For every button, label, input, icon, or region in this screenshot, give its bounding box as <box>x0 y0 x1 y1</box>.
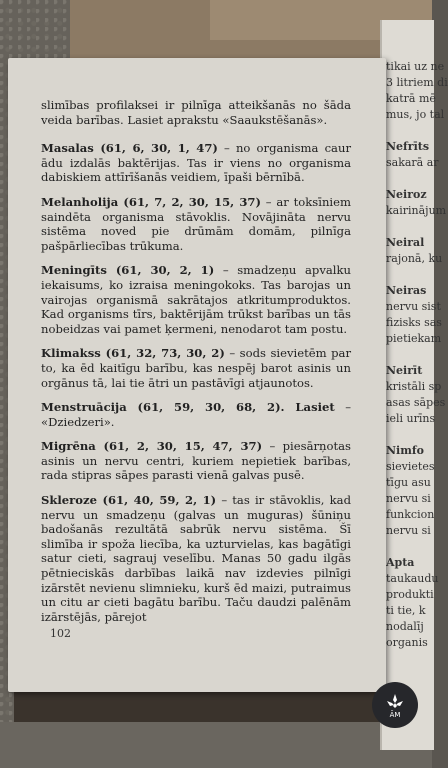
entry-text: – smadzeņu apvalku iekaisums, ko izraisa meningokoks. Tas barojas un vairojas organismā sakrātajos atkritumproduktos. Kad organisms tīrs, baktērijām trūkst barības un tās nobeidzas vai pamet ķermeni, nenodarot tam postu. <box>41 263 352 336</box>
right-page-line: sievietes <box>386 460 435 473</box>
entry-text: – ar toksīniem saindēta organisma stāvoklis. Novājināta nervu sistēma noved pie drūmām domām, pilnīga pašpārliecības trūkuma. <box>41 194 351 253</box>
dictionary-entry <box>41 439 351 483</box>
right-page-line: ieli urīns <box>386 412 436 425</box>
floor <box>0 722 432 768</box>
right-page-line: Neiroz <box>386 188 427 201</box>
right-page-line <box>386 428 446 442</box>
right-page-line: asas sāpes <box>386 396 446 409</box>
right-page-line: nodalīj <box>386 620 424 633</box>
watermark-logo <box>372 682 418 728</box>
entry-term: Klimakss (61, 32, 73, 30, 2) <box>41 346 225 361</box>
right-page-line: rajonā, ku <box>386 252 443 265</box>
entry-text: – tas ir stāvoklis, kad nervu un smadzeņu (galvas un muguras) šūniņu badošanās rezultātā sabrūk nervu sistēma. Šī slimība ir spoža liecība, ka uzturvielas, kas bagātīgi satur cieti, sagrauj veselību. Manas 50 gadu ilgās pētnieciskās darbības laikā nav izdevies pilnīgi izārstēt nevienu slimnieku, kurš ēd maizi, putraimus un citu ar cieti bagātu barību. Taču daudzi palēnām izārstējās, pārejot <box>41 493 351 624</box>
entry-text: – no organisma caur ādu izdalās baktērijas. Tas ir viens no organisma dabiskiem attīrīšanās veidiem, īpaši bērnībā. <box>41 141 351 185</box>
right-page-line: nervu si <box>386 492 431 505</box>
page-number: 102 <box>50 627 71 640</box>
right-page-line: ti tie, k <box>386 604 426 617</box>
right-page-line: organis <box>386 636 428 649</box>
page-text <box>41 98 351 634</box>
dictionary-entry <box>41 493 351 624</box>
right-page-line <box>386 540 446 554</box>
dictionary-entry <box>41 195 351 253</box>
book-edge <box>14 690 394 726</box>
right-page-line <box>386 172 446 186</box>
entry-term: Masalas (61, 6, 30, 1, 47) <box>41 141 218 156</box>
right-page-line <box>386 268 446 282</box>
entry-term: Melanholija (61, 7, 2, 30, 15, 37) <box>41 194 261 209</box>
dictionary-entry <box>41 263 351 336</box>
dictionary-entry <box>41 400 351 429</box>
right-page-line: nervu si <box>386 524 431 537</box>
right-page-line: pietiekam <box>386 332 442 345</box>
right-page-line: Nefrīts <box>386 140 430 153</box>
right-page-line <box>386 348 446 362</box>
entries-list <box>41 141 351 624</box>
svg-text:ĀM: ĀM <box>389 711 401 719</box>
right-page-line: produkti <box>386 588 434 601</box>
right-page-line: Apta <box>386 556 415 569</box>
entry-term: Skleroze (61, 40, 59, 2, 1) <box>41 493 217 508</box>
intro-paragraph: slimības profilaksei ir pilnīga atteikšanās no šāda veida barības. Lasiet aprakstu «Saaukstēšanās». <box>41 98 351 127</box>
right-page <box>380 20 448 750</box>
right-page-line: nervu sist <box>386 300 441 313</box>
right-page-line: funkcion <box>386 508 435 521</box>
right-page-line: Neiras <box>386 284 427 297</box>
right-page-line: 3 litriem di <box>386 76 448 89</box>
right-page-line: mus, jo tal <box>386 108 445 121</box>
right-page-line: sakarā ar <box>386 156 439 169</box>
right-page-text <box>386 60 446 652</box>
right-page-line: Neirīt <box>386 364 423 377</box>
right-page-line: kristāli sp <box>386 380 442 393</box>
dictionary-entry <box>41 346 351 390</box>
entry-text: – piesārņotas asinis un nervu centri, kuriem nepietiek barības, rada stipras sāpes parasti vienā galvas pusē. <box>41 439 351 483</box>
right-page-line <box>386 220 446 234</box>
right-page-line: taukaudu <box>386 572 439 585</box>
right-page-line: kairinājum <box>386 204 447 217</box>
entry-text: – «Dziedzeri». <box>41 400 351 429</box>
entry-term: Meningīts (61, 30, 2, 1) <box>41 263 215 278</box>
dictionary-entry <box>41 141 351 185</box>
right-page-line: Nimfo <box>386 444 424 457</box>
right-page-line: tikai uz ne <box>386 60 445 73</box>
flower-icon <box>381 691 409 719</box>
entry-term: Migrēna (61, 2, 30, 15, 47, 37) <box>41 439 263 454</box>
entry-text: – sods sievietēm par to, ka ēd kaitīgu barību, kas nespēj barot asinis un orgānus tā, lai tie ātri un pastāvīgi atjaunotos. <box>41 346 351 390</box>
entry-term: Menstruācija (61, 59, 30, 68, 2). Lasiet <box>41 400 335 415</box>
right-page-line: tīgu asu <box>386 476 431 489</box>
right-page-line <box>386 124 446 138</box>
right-page-line: Neiral <box>386 236 425 249</box>
right-page-line: fizisks sas <box>386 316 442 329</box>
right-page-line: katrā mē <box>386 92 436 105</box>
